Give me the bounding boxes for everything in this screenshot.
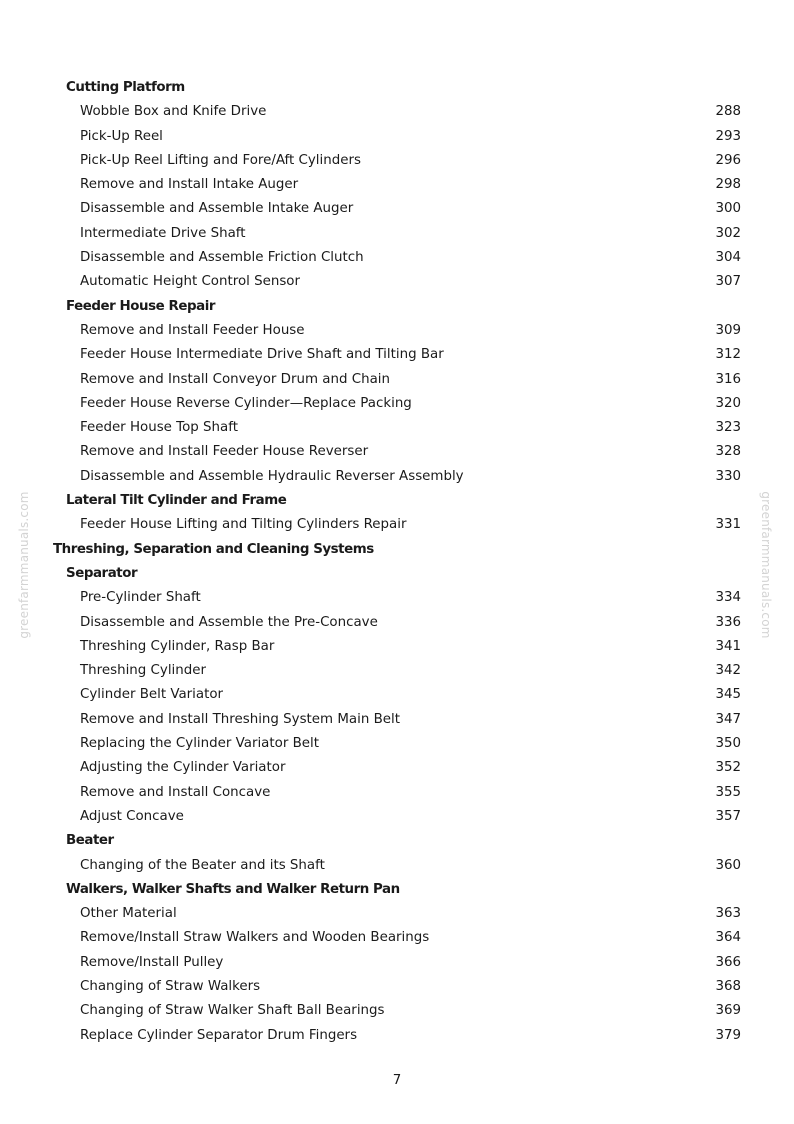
toc-entry[interactable]: [0, 416, 794, 440]
toc-entry-title: Disassemble and Assemble Hydraulic Reverser Assembly: [80, 468, 464, 484]
toc-entry[interactable]: [0, 708, 794, 732]
toc-entry-title: Adjusting the Cylinder Variator: [80, 760, 286, 776]
toc-entry[interactable]: [0, 319, 794, 343]
toc-entry-title: Other Material: [80, 906, 177, 922]
toc-entry-title: Remove and Install Intake Auger: [80, 177, 299, 193]
toc-entry[interactable]: [0, 902, 794, 926]
toc-entry-title: Changing of Straw Walker Shaft Ball Bearings: [80, 1003, 385, 1019]
toc-entry-title: Cylinder Belt Variator: [80, 687, 224, 703]
toc-entry-title: Threshing Cylinder, Rasp Bar: [80, 638, 275, 654]
toc-entry-title: Disassemble and Assemble Intake Auger: [80, 201, 354, 217]
toc-entry-title: Pick-Up Reel Lifting and Fore/Aft Cylinders: [80, 152, 361, 168]
toc-entry-title: Wobble Box and Knife Drive: [80, 104, 267, 120]
toc-subsection-heading: [0, 76, 794, 100]
toc-entry[interactable]: [0, 926, 794, 950]
toc-entry-title: Threshing Cylinder: [80, 663, 206, 679]
toc-entry-page-number: 355: [715, 784, 741, 800]
toc-entry[interactable]: [0, 951, 794, 975]
toc-entry[interactable]: [0, 586, 794, 610]
table-of-contents: [0, 76, 794, 1048]
toc-entry[interactable]: [0, 125, 794, 149]
toc-entry-page-number: 357: [715, 808, 741, 824]
toc-entry[interactable]: [0, 392, 794, 416]
toc-entry[interactable]: [0, 100, 794, 124]
toc-entry-page-number: 347: [715, 711, 741, 727]
toc-entry[interactable]: [0, 854, 794, 878]
toc-entry-title: Remove and Install Conveyor Drum and Chain: [80, 371, 390, 387]
toc-subsection-heading: [0, 878, 794, 902]
toc-entry[interactable]: [0, 173, 794, 197]
toc-entry-page-number: 312: [715, 347, 741, 363]
toc-entry[interactable]: [0, 222, 794, 246]
toc-entry[interactable]: [0, 513, 794, 537]
toc-entry-title: Remove and Install Feeder House: [80, 322, 305, 338]
toc-entry-title: Threshing, Separation and Cleaning Systems: [53, 541, 374, 557]
toc-entry[interactable]: [0, 197, 794, 221]
toc-subsection-heading: [0, 489, 794, 513]
toc-entry[interactable]: [0, 999, 794, 1023]
toc-entry[interactable]: [0, 343, 794, 367]
toc-entry-page-number: 352: [715, 760, 741, 776]
watermark-right: greenfarmmanuals.com: [759, 491, 773, 639]
toc-entry-page-number: 288: [715, 104, 741, 120]
toc-entry-page-number: 369: [715, 1003, 741, 1019]
toc-entry-title: Remove and Install Concave: [80, 784, 271, 800]
toc-entry-page-number: 379: [715, 1027, 741, 1043]
toc-entry-title: Feeder House Lifting and Tilting Cylinders Repair: [80, 517, 407, 533]
toc-entry-page-number: 320: [715, 395, 741, 411]
toc-entry-title: Separator: [66, 565, 138, 581]
toc-entry-page-number: 304: [715, 250, 741, 266]
page-number: 7: [392, 1073, 402, 1088]
toc-entry-title: Cutting Platform: [66, 80, 185, 95]
toc-entry-page-number: 345: [715, 687, 741, 703]
toc-entry[interactable]: [0, 611, 794, 635]
toc-entry-page-number: 330: [715, 468, 741, 484]
toc-entry[interactable]: [0, 149, 794, 173]
toc-entry[interactable]: [0, 659, 794, 683]
toc-entry[interactable]: [0, 635, 794, 659]
toc-entry-title: Feeder House Reverse Cylinder—Replace Packing: [80, 395, 412, 411]
toc-entry-title: Changing of the Beater and its Shaft: [80, 857, 325, 873]
toc-entry[interactable]: [0, 368, 794, 392]
toc-section-heading: [0, 538, 794, 562]
toc-entry-title: Walkers, Walker Shafts and Walker Return Pan: [66, 881, 400, 897]
toc-entry[interactable]: [0, 781, 794, 805]
toc-entry-title: Feeder House Repair: [66, 298, 216, 314]
toc-entry[interactable]: [0, 270, 794, 294]
toc-entry-page-number: 364: [715, 930, 741, 946]
toc-entry[interactable]: [0, 805, 794, 829]
toc-entry-page-number: 360: [715, 857, 741, 873]
toc-subsection-heading: [0, 829, 794, 853]
toc-entry[interactable]: [0, 683, 794, 707]
toc-entry[interactable]: [0, 1024, 794, 1048]
toc-entry-page-number: 293: [715, 128, 741, 144]
toc-entry-title: Remove/Install Straw Walkers and Wooden Bearings: [80, 930, 430, 946]
toc-entry-page-number: 300: [715, 201, 741, 217]
toc-entry-title: Automatic Height Control Sensor: [80, 274, 301, 290]
toc-entry-title: Beater: [66, 833, 114, 849]
toc-entry-title: Disassemble and Assemble the Pre-Concave: [80, 614, 378, 630]
toc-entry[interactable]: [0, 732, 794, 756]
toc-entry-title: Feeder House Top Shaft: [80, 420, 238, 436]
toc-entry[interactable]: [0, 440, 794, 464]
toc-entry[interactable]: [0, 975, 794, 999]
toc-entry[interactable]: [0, 465, 794, 489]
toc-entry-title: Remove/Install Pulley: [80, 954, 224, 970]
toc-entry-page-number: 336: [715, 614, 741, 630]
toc-entry-page-number: 363: [715, 906, 741, 922]
toc-entry-page-number: 366: [715, 954, 741, 970]
toc-entry-page-number: 307: [715, 274, 741, 290]
toc-entry-page-number: 298: [715, 177, 741, 193]
toc-entry-title: Changing of Straw Walkers: [80, 978, 261, 994]
toc-entry-page-number: 328: [715, 444, 741, 460]
toc-entry-title: Disassemble and Assemble Friction Clutch: [80, 250, 364, 266]
toc-entry-page-number: 368: [715, 978, 741, 994]
toc-entry-page-number: 323: [715, 420, 741, 436]
toc-entry-page-number: 341: [715, 638, 741, 654]
toc-entry-title: Remove and Install Feeder House Reverser: [80, 444, 369, 460]
toc-entry-page-number: 334: [715, 590, 741, 606]
toc-entry-title: Replace Cylinder Separator Drum Fingers: [80, 1027, 358, 1043]
toc-entry-page-number: 302: [715, 225, 741, 241]
toc-entry-title: Replacing the Cylinder Variator Belt: [80, 736, 319, 752]
watermark-left: greenfarmmanuals.com: [17, 491, 31, 639]
toc-entry-page-number: 296: [715, 152, 741, 168]
toc-entry-page-number: 331: [715, 517, 741, 533]
toc-entry-title: Pick-Up Reel: [80, 128, 163, 144]
toc-entry[interactable]: [0, 246, 794, 270]
toc-entry-page-number: 316: [715, 371, 741, 387]
toc-entry-title: Lateral Tilt Cylinder and Frame: [66, 493, 287, 509]
toc-subsection-heading: [0, 295, 794, 319]
toc-entry-title: Feeder House Intermediate Drive Shaft and Tilting Bar: [80, 347, 444, 363]
toc-subsection-heading: [0, 562, 794, 586]
toc-entry-page-number: 342: [715, 663, 741, 679]
toc-entry-title: Adjust Concave: [80, 808, 184, 824]
toc-entry-title: Remove and Install Threshing System Main Belt: [80, 711, 400, 727]
toc-entry-page-number: 309: [715, 322, 741, 338]
toc-entry-page-number: 350: [715, 736, 741, 752]
toc-entry-title: Intermediate Drive Shaft: [80, 225, 246, 241]
toc-entry[interactable]: [0, 756, 794, 780]
toc-entry-title: Pre-Cylinder Shaft: [80, 590, 201, 606]
